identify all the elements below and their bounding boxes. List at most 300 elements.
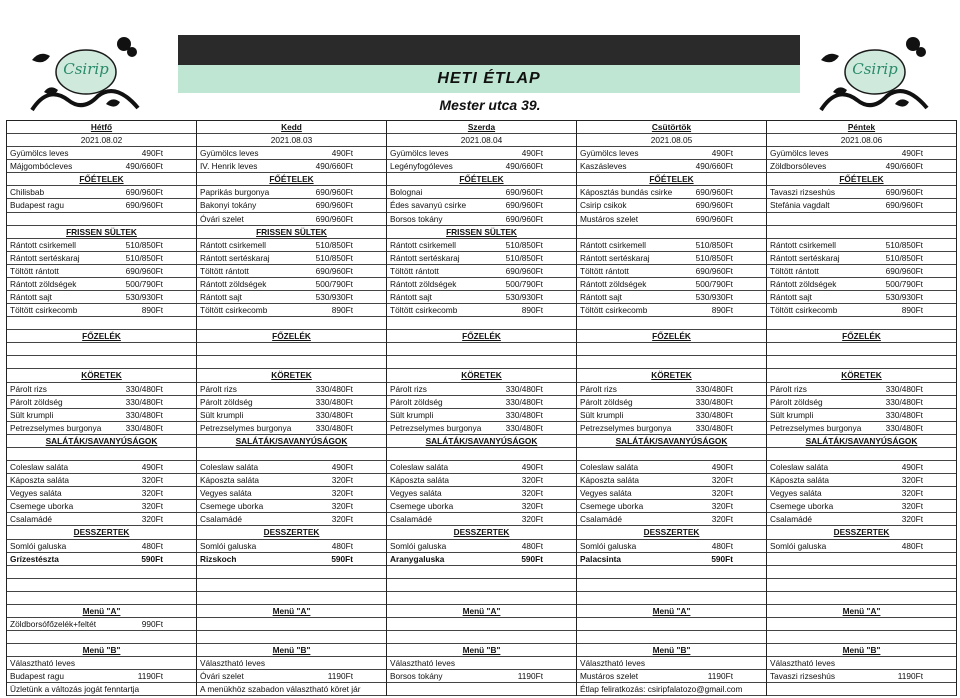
day-name: Csütörtök: [577, 121, 766, 134]
menu-item: [197, 186, 386, 199]
item-name: Párolt rizs: [770, 383, 807, 394]
menu-item: [767, 252, 956, 265]
menu-item: [7, 199, 196, 212]
item-price: 500/790Ft: [695, 278, 733, 289]
item-name: Párolt rizs: [390, 383, 427, 394]
item-name: Somlói galuska: [200, 540, 257, 551]
menu-item: [577, 500, 766, 513]
menu-item: [197, 199, 386, 212]
item-name: Coleslaw saláta: [770, 462, 829, 473]
item-price: 330/480Ft: [505, 383, 543, 394]
item-price: 590Ft: [331, 553, 353, 564]
menu-item: [387, 278, 576, 291]
menu-item: [767, 513, 956, 526]
menu-item: [387, 500, 576, 513]
empty-row: [7, 343, 196, 356]
day-column: [7, 121, 197, 696]
day-name: Szerda: [387, 121, 576, 134]
item-name: Vegyes saláta: [390, 488, 442, 499]
menu-item: [197, 409, 386, 422]
menu-item: [577, 474, 766, 487]
item-name: Legényfogóleves: [390, 161, 453, 172]
item-name: Rántott zöldségek: [770, 278, 837, 289]
item-name: Étlap feliratkozás: csiripfalatozo@gmail.com: [580, 684, 743, 695]
menu-item: [197, 683, 386, 696]
menu-item: [197, 461, 386, 474]
item-name: Csalamádé: [770, 514, 812, 525]
menu-item: [577, 199, 766, 212]
section-heading: KÖRETEK: [387, 369, 576, 382]
item-name: Sült krumpli: [390, 409, 434, 420]
empty-row: [767, 317, 956, 330]
item-name: Választható leves: [200, 658, 266, 669]
menu-item: [577, 160, 766, 173]
item-name: Rántott sajt: [580, 292, 622, 303]
menu-item: [197, 278, 386, 291]
empty-row: [577, 356, 766, 369]
menu-item: [7, 500, 196, 513]
item-price: 320Ft: [901, 475, 923, 486]
item-price: 490Ft: [711, 148, 733, 159]
menu-item: [197, 252, 386, 265]
item-name: Rántott csirkemell: [390, 239, 456, 250]
empty-row: [767, 631, 956, 644]
day-date: 2021.08.06: [767, 134, 956, 147]
menu-item: [7, 409, 196, 422]
menu-item: [197, 540, 386, 553]
menu-item: [197, 513, 386, 526]
empty-row: [767, 618, 956, 631]
menu-item: [767, 265, 956, 278]
menu-item: [387, 474, 576, 487]
item-name: Petrezselymes burgonya: [770, 422, 862, 433]
section-heading: Menü "B": [197, 644, 386, 657]
day-name: Péntek: [767, 121, 956, 134]
menu-item: [577, 670, 766, 683]
item-price: 1190Ft: [707, 671, 733, 682]
item-price: 690/960Ft: [315, 265, 353, 276]
item-price: 320Ft: [141, 501, 163, 512]
menu-item: [7, 291, 196, 304]
item-price: 510/850Ft: [315, 239, 353, 250]
empty-row: [197, 592, 386, 605]
empty-row: [767, 579, 956, 592]
item-price: 690/960Ft: [505, 265, 543, 276]
item-price: 320Ft: [711, 488, 733, 499]
menu-item: [387, 553, 576, 566]
item-name: Párolt zöldség: [580, 396, 633, 407]
menu-item: [577, 461, 766, 474]
menu-item: [387, 265, 576, 278]
section-heading: FŐZELÉK: [197, 330, 386, 343]
section-heading: FŐZELÉK: [387, 330, 576, 343]
item-name: Káposzta saláta: [10, 475, 70, 486]
menu-item: [767, 199, 956, 212]
item-name: Töltött csirkecomb: [580, 305, 648, 316]
item-name: Rántott sajt: [390, 292, 432, 303]
item-name: Rántott zöldségek: [390, 278, 457, 289]
menu-item: [577, 513, 766, 526]
menu-item: [197, 657, 386, 670]
page-subtitle: Mester utca 39.: [439, 97, 541, 113]
menu-item: [387, 657, 576, 670]
item-price: 500/790Ft: [125, 278, 163, 289]
logo-left: [28, 30, 150, 116]
menu-item: [197, 487, 386, 500]
item-name: Rántott sajt: [200, 292, 242, 303]
item-price: 890Ft: [331, 305, 353, 316]
empty-row: [387, 618, 576, 631]
menu-item: [7, 160, 196, 173]
menu-item: [197, 160, 386, 173]
day-column: [197, 121, 387, 696]
menu-item: [7, 147, 196, 160]
menu-item: [7, 553, 196, 566]
menu-item: [767, 461, 956, 474]
menu-item: [387, 513, 576, 526]
item-price: 690/960Ft: [315, 200, 353, 211]
item-name: Párolt rizs: [200, 383, 237, 394]
empty-row: [197, 566, 386, 579]
menu-item: [7, 683, 196, 696]
item-price: 690/960Ft: [125, 187, 163, 198]
empty-row: [197, 579, 386, 592]
section-heading: SALÁTÁK/SAVANYÚSÁGOK: [387, 435, 576, 448]
empty-row: [387, 343, 576, 356]
empty-row: [387, 592, 576, 605]
section-heading: DESSZERTEK: [387, 526, 576, 539]
item-price: 490Ft: [141, 148, 163, 159]
item-name: A menükhöz szabadon választható köret jár: [200, 684, 361, 695]
item-name: Somlói galuska: [770, 540, 827, 551]
item-name: Tavaszi rizseshús: [770, 671, 836, 682]
section-heading: FŐÉTELEK: [767, 173, 956, 186]
item-price: 490Ft: [331, 462, 353, 473]
item-price: 480Ft: [141, 540, 163, 551]
item-price: 330/480Ft: [315, 422, 353, 433]
item-price: 320Ft: [331, 514, 353, 525]
day-date: 2021.08.02: [7, 134, 196, 147]
empty-row: [7, 631, 196, 644]
item-name: Választható leves: [390, 658, 456, 669]
menu-item: [7, 487, 196, 500]
item-name: Csalamádé: [580, 514, 622, 525]
menu-item: [387, 409, 576, 422]
item-name: Rántott zöldségek: [200, 278, 267, 289]
day-column: [767, 121, 957, 696]
menu-item: [7, 252, 196, 265]
item-name: Párolt zöldség: [770, 396, 823, 407]
item-price: 690/960Ft: [695, 200, 733, 211]
menu-item: [387, 213, 576, 226]
empty-row: [577, 579, 766, 592]
menu-item: [577, 422, 766, 435]
menu-item: [197, 383, 386, 396]
item-price: 320Ft: [901, 501, 923, 512]
menu-item: [767, 147, 956, 160]
empty-row: [387, 579, 576, 592]
section-heading: FRISSEN SÜLTEK: [197, 226, 386, 239]
menu-item: [7, 618, 196, 631]
menu-item: [7, 657, 196, 670]
empty-row: [387, 631, 576, 644]
menu-item: [767, 540, 956, 553]
empty-row: [577, 317, 766, 330]
menu-item: [197, 670, 386, 683]
menu-item: [387, 291, 576, 304]
menu-item: [387, 670, 576, 683]
menu-item: [767, 304, 956, 317]
item-name: Rizskoch: [200, 553, 237, 564]
menu-item: [387, 239, 576, 252]
item-name: Sült krumpli: [580, 409, 624, 420]
item-name: Petrezselymes burgonya: [390, 422, 482, 433]
item-name: Palacsinta: [580, 553, 622, 564]
item-price: 320Ft: [521, 514, 543, 525]
item-name: Coleslaw saláta: [580, 462, 639, 473]
menu-item: [197, 213, 386, 226]
section-heading: FŐZELÉK: [577, 330, 766, 343]
item-name: Sült krumpli: [10, 409, 54, 420]
item-name: Óvári szelet: [200, 671, 244, 682]
item-name: Rántott sertéskaraj: [770, 252, 840, 263]
item-price: 590Ft: [521, 553, 543, 564]
item-price: 690/960Ft: [885, 200, 923, 211]
item-price: 590Ft: [141, 553, 163, 564]
menu-item: [387, 422, 576, 435]
empty-row: [577, 448, 766, 461]
day-column: [577, 121, 767, 696]
empty-row: [767, 213, 956, 226]
item-name: Sült krumpli: [770, 409, 814, 420]
item-name: Választható leves: [770, 658, 836, 669]
day-date: 2021.08.03: [197, 134, 386, 147]
item-name: Üzletünk a változás jogát fenntartja: [10, 684, 140, 695]
menu-item: [577, 147, 766, 160]
menu-item: [387, 540, 576, 553]
menu-item: [7, 239, 196, 252]
item-price: 330/480Ft: [125, 383, 163, 394]
item-name: Petrezselymes burgonya: [10, 422, 102, 433]
item-name: Somlói galuska: [390, 540, 447, 551]
menu-item: [197, 147, 386, 160]
empty-row: [387, 566, 576, 579]
item-price: 690/960Ft: [125, 200, 163, 211]
section-heading: KÖRETEK: [197, 369, 386, 382]
menu-item: [577, 265, 766, 278]
item-price: 480Ft: [711, 540, 733, 551]
menu-item: [387, 147, 576, 160]
item-name: Rántott sajt: [10, 292, 52, 303]
item-price: 510/850Ft: [125, 239, 163, 250]
item-price: 480Ft: [901, 540, 923, 551]
item-name: Zöldborsóleves: [770, 161, 827, 172]
item-price: 480Ft: [521, 540, 543, 551]
item-price: 330/480Ft: [885, 409, 923, 420]
item-price: 490Ft: [141, 462, 163, 473]
item-name: Töltött rántott: [770, 265, 819, 276]
item-name: Édes savanyú csirke: [390, 200, 467, 211]
menu-item: [577, 239, 766, 252]
item-price: 330/480Ft: [315, 383, 353, 394]
day-date: 2021.08.05: [577, 134, 766, 147]
section-heading: DESSZERTEK: [767, 526, 956, 539]
item-name: Csemege uborka: [390, 501, 454, 512]
item-name: Töltött rántott: [200, 265, 249, 276]
item-price: 1190Ft: [897, 671, 923, 682]
item-name: Csemege uborka: [770, 501, 834, 512]
item-name: Chilisbab: [10, 187, 45, 198]
item-name: Káposzta saláta: [580, 475, 640, 486]
section-heading: FŐÉTELEK: [387, 173, 576, 186]
menu-item: [577, 186, 766, 199]
item-price: 320Ft: [331, 501, 353, 512]
item-price: 330/480Ft: [125, 409, 163, 420]
item-price: 510/850Ft: [885, 252, 923, 263]
menu-item: [767, 291, 956, 304]
section-heading: DESSZERTEK: [577, 526, 766, 539]
empty-row: [577, 226, 766, 239]
empty-row: [767, 448, 956, 461]
menu-item: [7, 461, 196, 474]
item-price: 530/930Ft: [315, 292, 353, 303]
menu-item: [577, 252, 766, 265]
item-name: Párolt zöldség: [200, 396, 253, 407]
empty-row: [197, 631, 386, 644]
menu-item: [767, 278, 956, 291]
section-heading: FŐÉTELEK: [197, 173, 386, 186]
item-name: Petrezselymes burgonya: [200, 422, 292, 433]
empty-row: [767, 553, 956, 566]
item-price: 330/480Ft: [505, 396, 543, 407]
item-price: 510/850Ft: [315, 252, 353, 263]
item-name: Párolt zöldség: [390, 396, 443, 407]
menu-item: [767, 500, 956, 513]
item-price: 510/850Ft: [695, 252, 733, 263]
item-price: 330/480Ft: [125, 422, 163, 433]
logo-right: [817, 30, 939, 116]
item-name: Gyümölcs leves: [10, 148, 69, 159]
item-name: Gyümölcs leves: [200, 148, 259, 159]
item-price: 320Ft: [331, 475, 353, 486]
empty-row: [7, 356, 196, 369]
empty-row: [197, 317, 386, 330]
item-price: 530/930Ft: [505, 292, 543, 303]
item-price: 320Ft: [141, 488, 163, 499]
item-price: 330/480Ft: [505, 409, 543, 420]
item-name: Paprikás burgonya: [200, 187, 270, 198]
item-price: 890Ft: [521, 305, 543, 316]
section-heading: KÖRETEK: [7, 369, 196, 382]
empty-row: [387, 317, 576, 330]
item-price: 690/960Ft: [505, 200, 543, 211]
item-price: 330/480Ft: [505, 422, 543, 433]
item-price: 500/790Ft: [315, 278, 353, 289]
section-heading: Menü "B": [387, 644, 576, 657]
menu-item: [7, 513, 196, 526]
item-name: Mustáros szelet: [580, 213, 639, 224]
menu-item: [387, 461, 576, 474]
item-name: IV. Henrik leves: [200, 161, 258, 172]
menu-item: [197, 500, 386, 513]
menu-item: [577, 487, 766, 500]
empty-row: [7, 317, 196, 330]
empty-row: [767, 356, 956, 369]
item-price: 590Ft: [711, 553, 733, 564]
empty-row: [7, 579, 196, 592]
item-name: Gyümölcs leves: [580, 148, 639, 159]
item-price: 890Ft: [711, 305, 733, 316]
item-price: 1190Ft: [517, 671, 543, 682]
section-heading: SALÁTÁK/SAVANYÚSÁGOK: [577, 435, 766, 448]
item-name: Töltött csirkecomb: [770, 305, 838, 316]
item-name: Májgombócleves: [10, 161, 73, 172]
item-name: Gyümölcs leves: [770, 148, 829, 159]
item-price: 490Ft: [521, 462, 543, 473]
item-name: Óvári szelet: [200, 213, 244, 224]
menu-item: [387, 252, 576, 265]
item-price: 490Ft: [521, 148, 543, 159]
section-heading: DESSZERTEK: [7, 526, 196, 539]
item-price: 530/930Ft: [885, 292, 923, 303]
item-name: Töltött rántott: [580, 265, 629, 276]
item-price: 690/960Ft: [315, 213, 353, 224]
item-price: 1190Ft: [137, 671, 163, 682]
item-name: Stefánia vagdalt: [770, 200, 830, 211]
item-name: Töltött rántott: [390, 265, 439, 276]
menu-item: [767, 422, 956, 435]
item-price: 330/480Ft: [695, 396, 733, 407]
item-name: Csemege uborka: [200, 501, 264, 512]
item-price: 690/960Ft: [695, 213, 733, 224]
menu-item: [387, 304, 576, 317]
menu-item: [577, 304, 766, 317]
item-name: Töltött csirkecomb: [200, 305, 268, 316]
item-name: Somlói galuska: [10, 540, 67, 551]
item-price: 690/960Ft: [315, 187, 353, 198]
menu-item: [577, 396, 766, 409]
menu-item: [577, 278, 766, 291]
empty-row: [387, 356, 576, 369]
item-price: 320Ft: [711, 501, 733, 512]
menu-item: [767, 383, 956, 396]
item-price: 330/480Ft: [315, 396, 353, 407]
item-name: Borsos tokány: [390, 213, 443, 224]
item-price: 490Ft: [331, 148, 353, 159]
item-name: Mustáros szelet: [580, 671, 639, 682]
item-name: Coleslaw saláta: [390, 462, 449, 473]
menu-item: [197, 474, 386, 487]
item-name: Budapest ragu: [10, 671, 64, 682]
item-name: Töltött csirkecomb: [10, 305, 78, 316]
item-name: Rántott sertéskaraj: [390, 252, 460, 263]
item-name: Káposzta saláta: [770, 475, 830, 486]
menu-item: [767, 239, 956, 252]
item-name: Választható leves: [580, 658, 646, 669]
empty-row: [767, 683, 956, 696]
item-name: Káposztás bundás csirke: [580, 187, 673, 198]
menu-item: [197, 422, 386, 435]
section-heading: Menü "B": [7, 644, 196, 657]
item-name: Káposzta saláta: [390, 475, 450, 486]
day-column: [387, 121, 577, 696]
item-name: Bakonyi tokány: [200, 200, 257, 211]
page-title: HETI ÉTLAP: [437, 70, 541, 87]
item-name: Aranygaluska: [390, 553, 445, 564]
menu-item: [767, 670, 956, 683]
section-heading: SALÁTÁK/SAVANYÚSÁGOK: [7, 435, 196, 448]
menu-item: [577, 657, 766, 670]
